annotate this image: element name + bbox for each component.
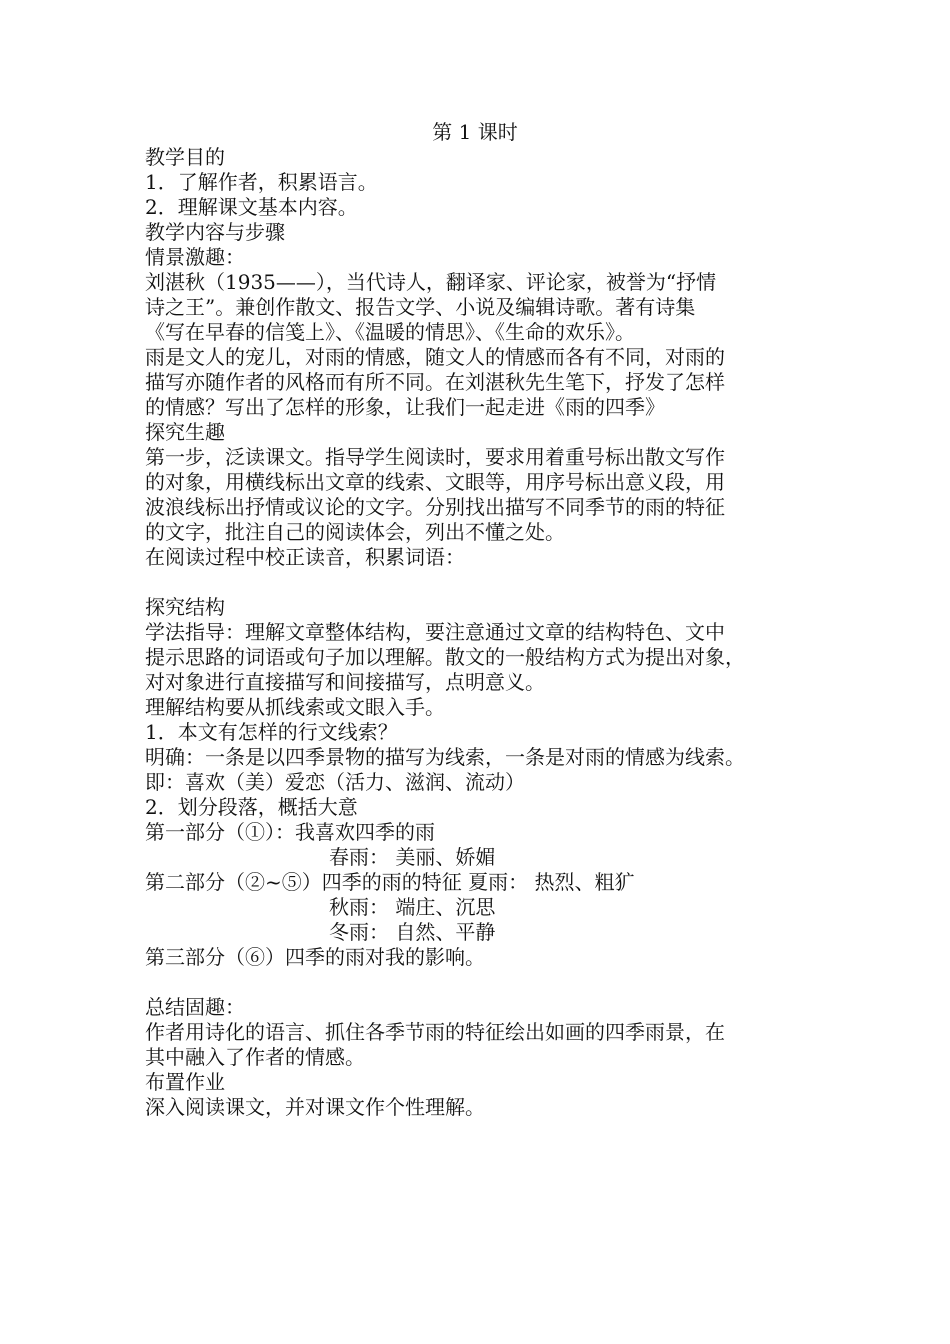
paragraph-line: 雨是文人的宠儿，对雨的情感，随文人的情感而各有不同，对雨的 [145, 345, 725, 369]
part-1: 第一部分（①）：我喜欢四季的雨 [145, 820, 435, 844]
heading-homework: 布置作业 [145, 1070, 225, 1094]
question-1: 1．本文有怎样的行文线索？ [145, 720, 398, 744]
heading-explore-structure: 探究结构 [145, 595, 225, 619]
lesson-title: 第 1 课时 [432, 120, 518, 144]
paragraph-line: 《写在早春的信笺上》、《温暖的情思》、《生命的欢乐》。 [145, 320, 635, 344]
heading-content-steps: 教学内容与步骤 [145, 220, 285, 244]
paragraph-line: 描写亦随作者的风格而有所不同。在刘湛秋先生笔下，抒发了怎样 [145, 370, 725, 394]
part-2: 第二部分（②~⑤）四季的雨的特征 夏雨： 热烈、粗犷 [145, 870, 635, 894]
part-3: 第三部分（⑥）四季的雨对我的影响。 [145, 945, 485, 969]
paragraph-line: 的对象，用横线标出文章的线索、文眼等，用序号标出意义段，用 [145, 470, 725, 494]
paragraph-line: 提示思路的词语或句子加以理解。散文的一般结构方式为提出对象， [145, 645, 745, 669]
paragraph-line: 的情感？写出了怎样的形象，让我们一起走进《雨的四季》 [145, 395, 665, 419]
objective-1: 1．了解作者，积累语言。 [145, 170, 378, 194]
paragraph-line: 波浪线标出抒情或议论的文字。分别找出描写不同季节的雨的特征 [145, 495, 725, 519]
autumn-rain: 秋雨： 端庄、沉思 [329, 895, 496, 919]
blank-line [145, 970, 825, 995]
paragraph-line: 在阅读过程中校正读音，积累词语： [145, 545, 465, 569]
paragraph-line: 诗之王”。兼创作散文、报告文学、小说及编辑诗歌。著有诗集 [145, 295, 696, 319]
blank-line [145, 570, 825, 595]
paragraph-line: 对对象进行直接描写和间接描写，点明意义。 [145, 670, 545, 694]
paragraph-line: 第一步，泛读课文。指导学生阅读时，要求用着重号标出散文写作 [145, 445, 725, 469]
heading-objectives: 教学目的 [145, 145, 225, 169]
spring-rain: 春雨： 美丽、娇媚 [329, 845, 496, 869]
answer-line: 明确：一条是以四季景物的描写为线索，一条是对雨的情感为线索。 [145, 745, 745, 769]
question-2: 2．划分段落，概括大意 [145, 795, 358, 819]
answer-line: 即：喜欢（美）爱恋（活力、滋润、流动） [145, 770, 525, 794]
paragraph-line: 作者用诗化的语言、抓住各季节雨的特征绘出如画的四季雨景，在 [145, 1020, 725, 1044]
paragraph-line: 深入阅读课文，并对课文作个性理解。 [145, 1095, 485, 1119]
paragraph-line: 学法指导：理解文章整体结构，要注意通过文章的结构特色、文中 [145, 620, 725, 644]
document-body [145, 120, 825, 1120]
paragraph-line: 刘湛秋（1935——），当代诗人，翻译家、评论家，被誉为“抒情 [145, 270, 717, 294]
paragraph-line: 理解结构要从抓线索或文眼入手。 [145, 695, 445, 719]
objective-2: 2．理解课文基本内容。 [145, 195, 358, 219]
heading-intro: 情景激趣： [145, 245, 245, 269]
paragraph-line: 的文字，批注自己的阅读体会，列出不懂之处。 [145, 520, 565, 544]
paragraph-line: 其中融入了作者的情感。 [145, 1045, 365, 1069]
heading-explore-interest: 探究生趣 [145, 420, 225, 444]
winter-rain: 冬雨： 自然、平静 [329, 920, 496, 944]
heading-summary: 总结固趣： [145, 995, 245, 1019]
